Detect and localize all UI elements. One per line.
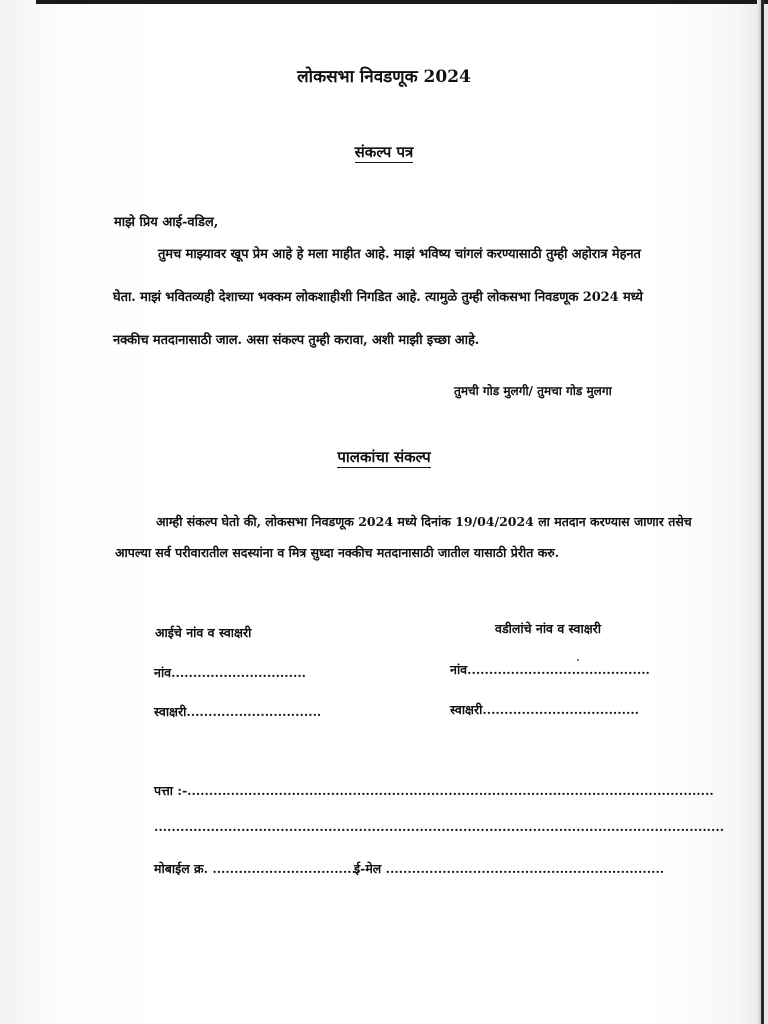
father-signature-heading: वडीलांचे नांव व स्वाक्षरी bbox=[495, 621, 602, 636]
document-title: लोकसभा निवडणूक 2024 bbox=[297, 67, 471, 87]
document-subtitle bbox=[0, 142, 768, 162]
email-field[interactable]: ई-मेल ................................................................ bbox=[354, 861, 665, 876]
letter-line-2: घेता. माझं भवितव्यही देशाच्या भक्कम लोकशाहीशी निगडित आहे. त्यामुळे तुम्ही लोकसभा निवडणूक 2024 मध्ये bbox=[113, 290, 643, 305]
letter-greeting: माझे प्रिय आई-वडिल, bbox=[114, 215, 219, 230]
section-title-text: पालकांचा संकल्प bbox=[337, 448, 431, 466]
pledge-line-2: आपल्या सर्व परीवारातील सदस्यांना व मित्र सुध्दा नक्कीच मतदानासाठी जातील यासाठी प्रेरीत करु. bbox=[115, 545, 560, 560]
mother-signature-field[interactable]: स्वाक्षरी............................... bbox=[154, 704, 322, 719]
letter-signoff: तुमची गोड मुलगी/ तुमचा गोड मुलगा bbox=[454, 384, 612, 398]
letter-line-3: नक्कीच मतदानासाठी जाल. असा संकल्प तुम्ही करावा, अशी माझी इच्छा आहे. bbox=[113, 333, 480, 348]
address-field-line-2[interactable]: ................................................................................................................................... bbox=[154, 819, 725, 834]
father-name-field[interactable]: नांव.......................................... bbox=[450, 662, 650, 677]
mother-name-field[interactable]: नांव............................... bbox=[154, 665, 307, 680]
mobile-number-field[interactable]: मोबाईल क्र. .................................. bbox=[154, 861, 361, 876]
father-signature-field[interactable]: स्वाक्षरी.................................... bbox=[450, 702, 640, 717]
section-title bbox=[0, 447, 768, 467]
address-field-line-1[interactable]: पत्ता :-......................................................................................................................... bbox=[154, 783, 714, 798]
scan-speck bbox=[577, 659, 579, 661]
pledge-line-1: आम्ही संकल्प घेतो की, लोकसभा निवडणूक 2024 मध्ये दिनांक 19/04/2024 ला मतदान करण्यास जाणार तसेच bbox=[156, 514, 692, 529]
subtitle-text: संकल्प पत्र bbox=[354, 143, 414, 161]
mother-signature-heading: आईचे नांव व स्वाक्षरी bbox=[155, 625, 252, 640]
letter-line-1: तुमच माझ्यावर खूप प्रेम आहे हे मला माहीत आहे. माझं भविष्य चांगलं करण्यासाठी तुम्ही अहोरात्र मेहनत bbox=[158, 247, 641, 262]
page-top-edge bbox=[36, 0, 768, 4]
